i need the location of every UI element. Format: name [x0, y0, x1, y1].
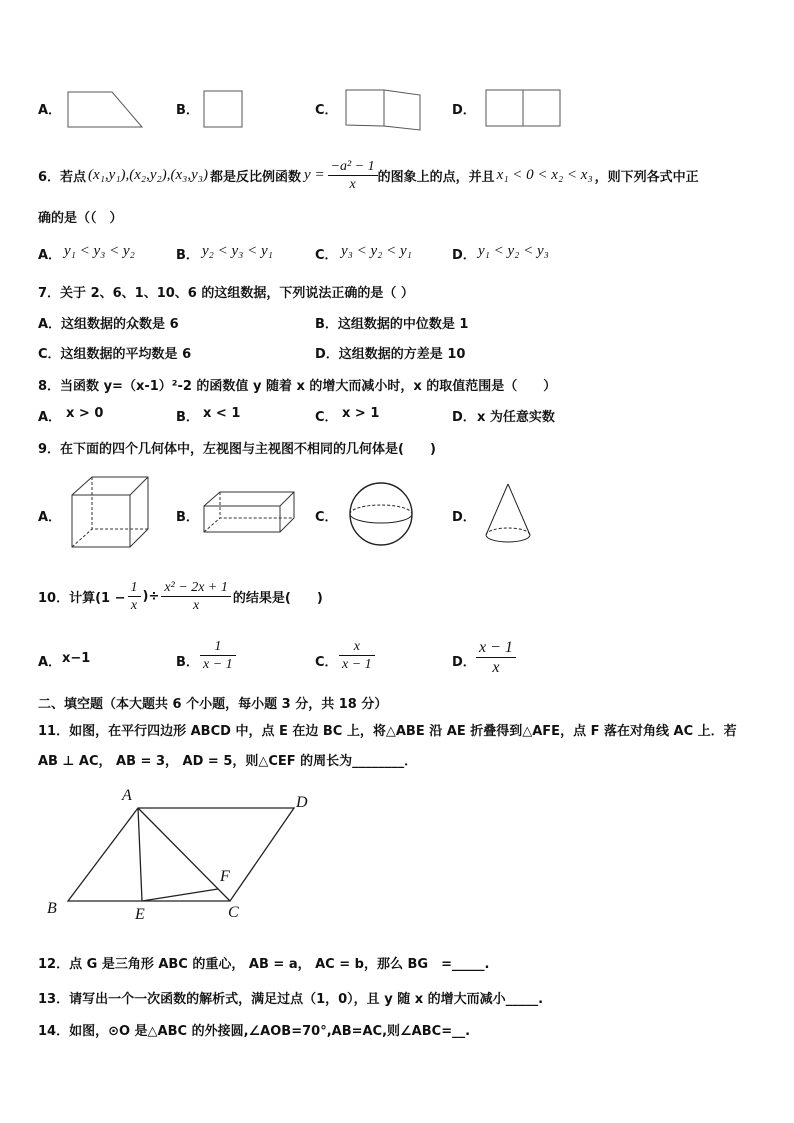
- q6-line2: 确的是（（ ）: [38, 211, 123, 226]
- q10-fraction-1: [128, 579, 141, 614]
- q7-option-c: C．这组数据的平均数是 6: [38, 347, 192, 362]
- q10-option-d-denominator: x: [492, 659, 500, 676]
- q5-option-b-figure: [203, 90, 245, 130]
- q6-option-a-value: y₁ < y₃ < y₂: [64, 243, 135, 259]
- q6-condition: x₁ < 0 < x₂ < x₃: [496, 166, 593, 183]
- q9-option-d-label: D．: [452, 510, 476, 525]
- q8-option-d-value: x 为任意实数: [477, 410, 555, 425]
- q6-function-numerator: −a² − 1: [328, 158, 378, 176]
- q6-option-d-value: y₁ < y₂ < y₃: [478, 243, 549, 259]
- q9-option-d-cone: [484, 482, 536, 546]
- q11-point-a: A: [122, 787, 132, 804]
- q11-parallelogram-diagram: [40, 785, 330, 930]
- q10-option-c-denominator: x − 1: [342, 657, 372, 672]
- q9-option-b-label: B．: [176, 510, 199, 525]
- q5-option-c-label: C．: [315, 103, 338, 118]
- q5-option-a-figure: [66, 90, 146, 130]
- q10-mid: )÷: [142, 588, 160, 604]
- q10-option-b-label: B．: [176, 655, 199, 670]
- q10-fraction-2-numerator: x² − 2x + 1: [161, 579, 231, 597]
- q7-option-b: B．这组数据的中位数是 1: [315, 317, 469, 332]
- q6-option-a-label: A．: [38, 248, 62, 263]
- section-2-heading: 二、填空题（本大题共 6 个小题，每小题 3 分，共 18 分）: [38, 697, 388, 712]
- q6-option-d-label: D．: [452, 248, 476, 263]
- q6-option-c-label: C．: [315, 248, 338, 263]
- q5-option-d-figure: [485, 89, 565, 131]
- q10-suffix: 的结果是( ): [232, 590, 323, 606]
- q5-option-a-label: A．: [38, 103, 62, 118]
- q10-option-a-label: A．: [38, 655, 62, 670]
- q10-option-c-numerator: x: [339, 638, 375, 656]
- q14-text: 14．如图，⊙O 是△ABC 的外接圆,∠AOB=70°,AB=AC,则∠ABC=__.: [38, 1024, 471, 1039]
- q10-fraction-1-numerator: 1: [128, 579, 141, 597]
- q10-option-d-fraction: [476, 638, 516, 677]
- q10-option-b-numerator: 1: [200, 638, 236, 656]
- q9-option-a-label: A．: [38, 510, 62, 525]
- q10-option-c-fraction: [339, 638, 375, 673]
- q8-option-b-value: x < 1: [203, 406, 241, 421]
- q7-option-d: D．这组数据的方差是 10: [315, 347, 466, 362]
- q5-option-d-label: D．: [452, 103, 476, 118]
- q11-point-e: E: [135, 906, 145, 923]
- q5-option-c-figure: [344, 88, 424, 132]
- q7-stem: 7．关于 2、6、1、10、6 的这组数据，下列说法正确的是（ ）: [38, 286, 414, 301]
- q8-option-a-value: x > 0: [66, 406, 104, 421]
- q10-option-b-fraction: [200, 638, 236, 673]
- q6-option-b-label: B．: [176, 248, 199, 263]
- q8-stem: 8．当函数 y=（x-1）²-2 的函数值 y 随着 x 的增大而减小时，x 的取值范围是（ ）: [38, 379, 557, 394]
- q10-option-a-value: x−1: [62, 651, 91, 666]
- q6-text-mid: 都是反比例函数: [210, 169, 302, 185]
- q6-function-fraction: [328, 158, 378, 193]
- q6-function-lhs: y =: [304, 166, 325, 183]
- q8-option-d-label: D．: [452, 410, 476, 425]
- q11-line2: AB ⊥ AC， AB = 3， AD = 5，则△CEF 的周长为________．: [38, 754, 418, 769]
- q11-point-f: F: [220, 868, 230, 885]
- q9-option-c-label: C．: [315, 510, 338, 525]
- q9-option-b-cuboid: [202, 490, 298, 536]
- q8-option-c-label: C．: [315, 410, 338, 425]
- q10-option-c-label: C．: [315, 655, 338, 670]
- q7-option-a: A．这组数据的众数是 6: [38, 317, 179, 332]
- q9-stem: 9．在下面的四个几何体中，左视图与主视图不相同的几何体是( ): [38, 442, 436, 457]
- q5-option-b-label: B．: [176, 103, 199, 118]
- q10-fraction-2-denominator: x: [193, 597, 200, 613]
- q9-option-a-cube: [68, 475, 152, 551]
- q11-point-c: C: [228, 904, 239, 921]
- q10-fraction-1-denominator: x: [130, 597, 138, 613]
- q11-point-b: B: [47, 900, 57, 917]
- q8-option-c-value: x > 1: [342, 406, 380, 421]
- q6-option-b-value: y₂ < y₃ < y₁: [202, 243, 273, 259]
- q10-option-b-denominator: x − 1: [203, 657, 233, 672]
- q10-option-d-label: D．: [452, 655, 476, 670]
- q6-function-denominator: x: [349, 176, 356, 192]
- q9-option-c-sphere: [346, 482, 418, 548]
- q6-text-end: ，则下列各式中正: [594, 169, 699, 185]
- q6-option-c-value: y₃ < y₂ < y₁: [341, 243, 412, 259]
- q6-text-mid2: 的图象上的点，并且: [377, 169, 495, 185]
- q8-option-b-label: B．: [176, 410, 199, 425]
- q13-text: 13．请写出一个一次函数的解析式，满足过点（1，0），且 y 随 x 的增大而减小_____.: [38, 992, 544, 1007]
- q6-text-prefix: 6．若点: [38, 169, 87, 185]
- q10-prefix: 10．计算(1 −: [38, 590, 126, 606]
- q8-option-a-label: A．: [38, 410, 62, 425]
- q6-points: (x₁,y₁),(x₂,y₂),(x₃,y₃): [88, 166, 209, 183]
- q12-text: 12．点 G 是三角形 ABC 的重心， AB = a， AC = b，那么 BG =_____.: [38, 957, 490, 972]
- q10-fraction-2: [161, 579, 231, 614]
- q10-option-d-numerator: x − 1: [476, 638, 516, 658]
- q11-line1: 11．如图，在平行四边形 ABCD 中，点 E 在边 BC 上，将△ABE 沿 AE 折叠得到△AFE，点 F 落在对角线 AC 上．若: [38, 724, 737, 739]
- q11-point-d: D: [296, 794, 308, 811]
